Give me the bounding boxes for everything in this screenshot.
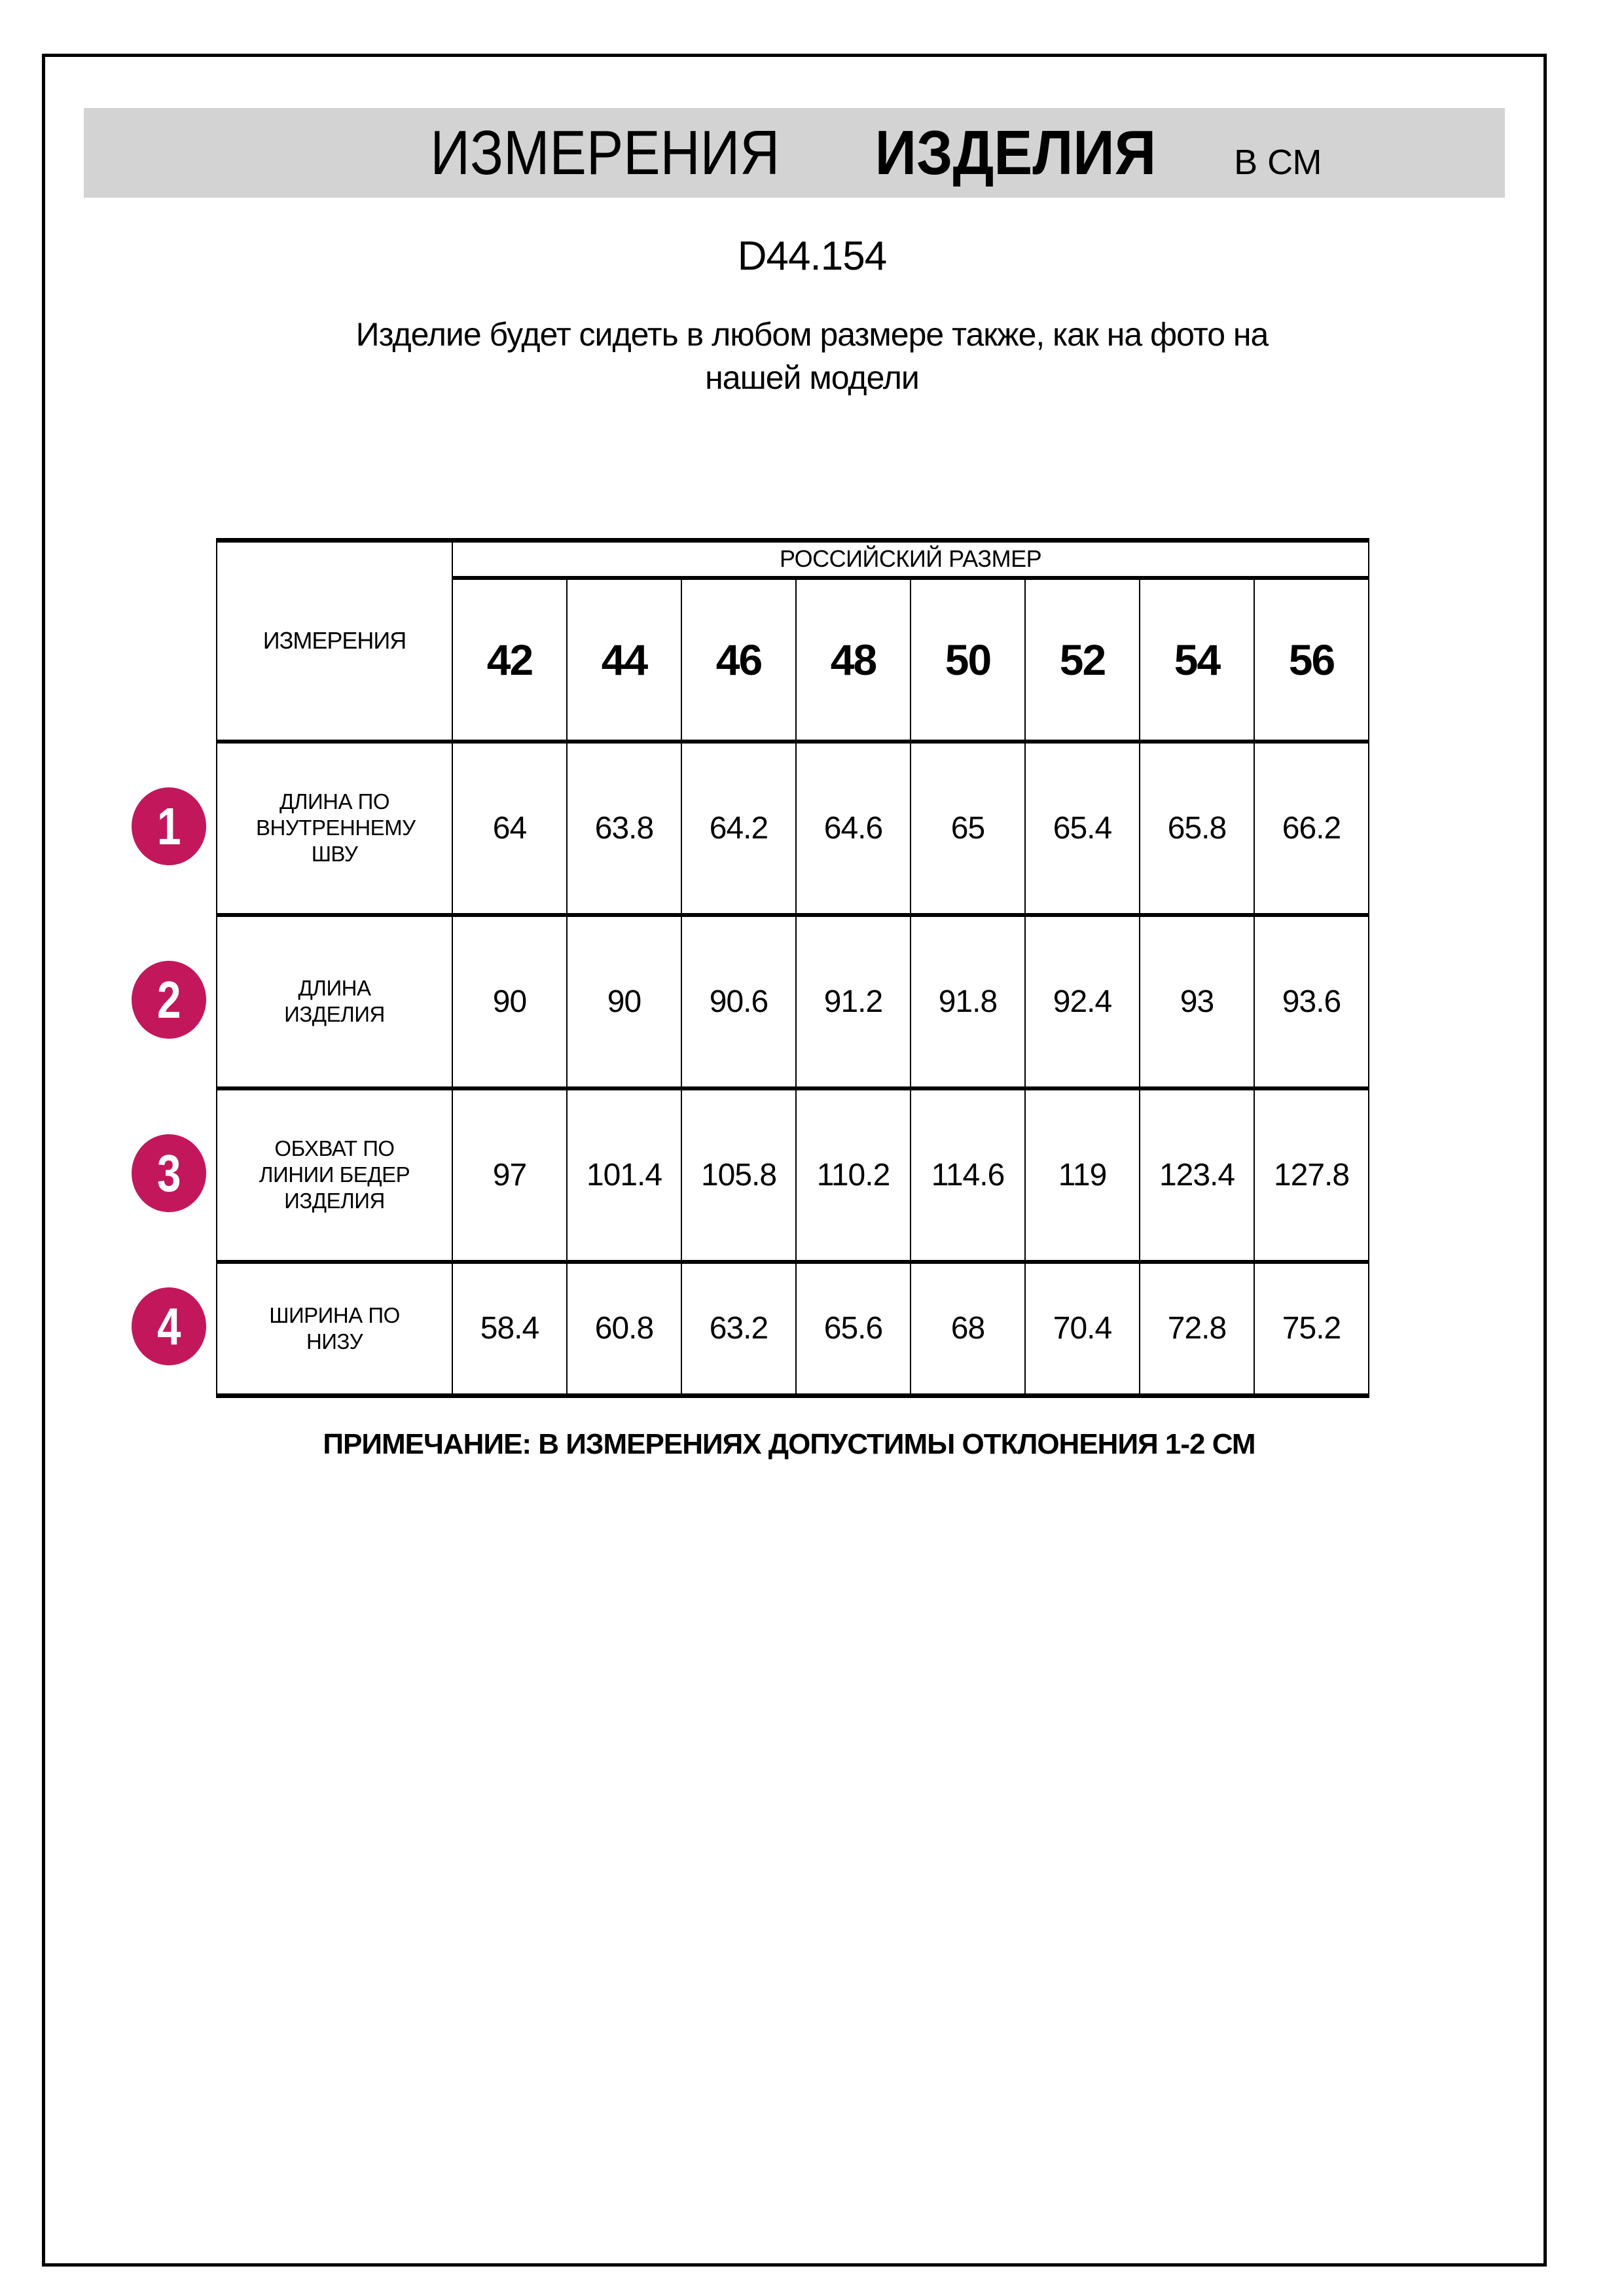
note: ПРИМЕЧАНИЕ: В ИЗМЕРЕНИЯХ ДОПУСТИМЫ ОТКЛОНЕНИЯ 1-2 СМ (323, 1428, 1255, 1460)
size-header-cell: 54 (1140, 578, 1254, 742)
row-number-badge-2 (132, 961, 206, 1039)
size-header-cell: 42 (452, 578, 567, 742)
value-cell: 58.4 (452, 1262, 567, 1396)
row-number-badge-1 (132, 787, 206, 865)
row-label-cell (217, 1262, 452, 1396)
value-cell: 60.8 (567, 1262, 681, 1396)
row-label: ОБХВАТ ПО ЛИНИИ БЕДЕР ИЗДЕЛИЯ (259, 1136, 410, 1213)
banner-title-product: ИЗДЕЛИЯ (875, 118, 1157, 188)
value-cell: 105.8 (681, 1088, 796, 1262)
subtitle-line-1: Изделие будет сидеть в любом размере также, как на фото на (355, 316, 1269, 353)
banner-title-units: В СМ (1234, 143, 1322, 182)
value-cell: 91.8 (911, 915, 1025, 1088)
measurement-row-inseam-length (217, 742, 1369, 915)
value-cell: 66.2 (1254, 742, 1369, 915)
value-cell: 64.6 (796, 742, 911, 915)
value-cell: 75.2 (1254, 1262, 1369, 1396)
group-header-label: РОССИЙСКИЙ РАЗМЕР (779, 545, 1042, 573)
row-label-cell (217, 1088, 452, 1262)
size-header-cell: 52 (1025, 578, 1140, 742)
value-cell: 70.4 (1025, 1262, 1140, 1396)
measurement-row-hip-girth (217, 1088, 1369, 1262)
row-number-badge-3 (132, 1134, 206, 1212)
badge-number: 3 (156, 1143, 181, 1202)
size-header-cell: 46 (681, 578, 796, 742)
value-cell: 64 (452, 742, 567, 915)
value-cell: 65.4 (1025, 742, 1140, 915)
size-header-cell: 44 (567, 578, 681, 742)
value-cell: 90 (567, 915, 681, 1088)
value-cell: 65 (911, 742, 1025, 915)
value-cell: 65.6 (796, 1262, 911, 1396)
row-label-cell (217, 915, 452, 1088)
subtitle (0, 313, 1624, 399)
row-label: ДЛИНА ИЗДЕЛИЯ (284, 975, 385, 1026)
value-cell: 63.8 (567, 742, 681, 915)
row-number-badge-4 (132, 1287, 206, 1365)
value-cell: 97 (452, 1088, 567, 1262)
value-cell: 110.2 (796, 1088, 911, 1262)
value-cell: 90.6 (681, 915, 796, 1088)
value-cell: 93 (1140, 915, 1254, 1088)
subtitle-line-2: нашей модели (705, 359, 919, 396)
value-cell: 114.6 (911, 1088, 1025, 1262)
size-header-cell: 50 (911, 578, 1025, 742)
value-cell: 64.2 (681, 742, 796, 915)
value-cell: 92.4 (1025, 915, 1140, 1088)
value-cell: 72.8 (1140, 1262, 1254, 1396)
value-cell: 123.4 (1140, 1088, 1254, 1262)
measurement-row-bottom-width (217, 1262, 1369, 1396)
value-cell: 101.4 (567, 1088, 681, 1262)
value-cell: 65.8 (1140, 742, 1254, 915)
measurement-row-garment-length (217, 915, 1369, 1088)
size-header-cell: 48 (796, 578, 911, 742)
group-header-row (217, 541, 1369, 578)
value-cell: 63.2 (681, 1262, 796, 1396)
corner-header-label: ИЗМЕРЕНИЯ (262, 627, 406, 655)
badge-number: 2 (156, 970, 181, 1029)
badge-number: 4 (156, 1297, 181, 1355)
value-cell: 90 (452, 915, 567, 1088)
size-table (216, 538, 1369, 1398)
value-cell: 91.2 (796, 915, 911, 1088)
value-cell: 127.8 (1254, 1088, 1369, 1262)
value-cell: 68 (911, 1262, 1025, 1396)
header-banner (84, 108, 1505, 198)
banner-title-measurements: ИЗМЕРЕНИЯ (430, 118, 780, 188)
row-label: ДЛИНА ПО ВНУТРЕННЕМУ ШВУ (256, 789, 416, 867)
row-label: ШИРИНА ПО НИЗУ (269, 1302, 400, 1354)
size-header-cell: 56 (1254, 578, 1369, 742)
product-code: D44.154 (737, 234, 887, 279)
row-label-cell (217, 742, 452, 915)
corner-header-cell (217, 541, 452, 742)
badge-number: 1 (156, 797, 181, 855)
group-header-cell (452, 541, 1369, 578)
value-cell: 119 (1025, 1088, 1140, 1262)
value-cell: 93.6 (1254, 915, 1369, 1088)
